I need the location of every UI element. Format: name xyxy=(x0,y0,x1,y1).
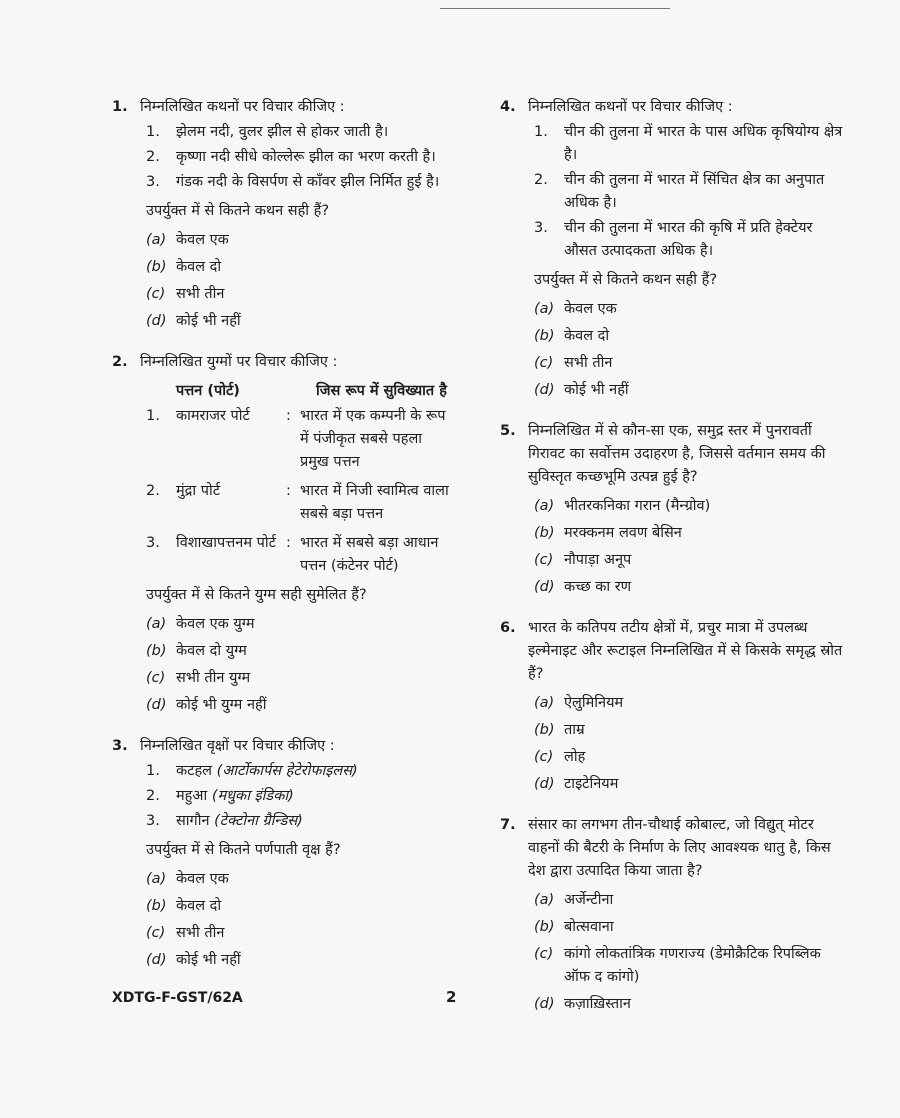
option-text: टाइटेनियम xyxy=(564,776,619,792)
option-label: (d) xyxy=(534,996,555,1012)
pair-table-header xyxy=(146,380,452,403)
option-label: (c) xyxy=(146,286,166,302)
pair-row: 3. विशाखापत्तनम पोर्ट : भारत में सबसे बड़ा आधान पत्तन (कंटेनर पोर्ट) xyxy=(146,532,452,578)
option-label: (b) xyxy=(146,643,167,659)
option-text: ताम्र xyxy=(564,722,585,738)
option-label: (a) xyxy=(146,871,167,887)
question-number: 3. xyxy=(112,738,128,754)
option-text: कोई भी नहीं xyxy=(176,313,241,329)
statement-text: झेलम नदी, वुलर झील से होकर जाती है। xyxy=(176,124,389,140)
option-text: सभी तीन युग्म xyxy=(176,670,251,686)
question-ask: उपर्युक्त में से कितने युग्म सही सुमेलित हैं? xyxy=(146,587,367,603)
question-stem: निम्नलिखित युग्मों पर विचार कीजिए : xyxy=(140,354,338,370)
option-label: (a) xyxy=(534,695,555,711)
option-d[interactable] xyxy=(534,993,845,1016)
option-label: (c) xyxy=(534,355,554,371)
option-a[interactable] xyxy=(146,868,452,891)
option-text: लोह xyxy=(564,749,586,765)
question-number: 2. xyxy=(112,354,128,370)
option-label: (c) xyxy=(146,670,166,686)
pair-row: 1. कामराजर पोर्ट : भारत में एक कम्पनी के रूप में पंजीकृत सबसे पहला प्रमुख पत्तन xyxy=(146,405,452,474)
option-label: (c) xyxy=(534,749,554,765)
option-label: (b) xyxy=(146,898,167,914)
option-b[interactable] xyxy=(146,640,452,663)
statement-text: चीन की तुलना में भारत की कृषि में प्रति हेक्टेयर औसत उत्पादकता अधिक है। xyxy=(564,220,813,259)
statement xyxy=(146,146,452,169)
option-text: कोई भी नहीं xyxy=(564,382,629,398)
option-label: (b) xyxy=(146,259,167,275)
statement-text: चीन की तुलना में भारत में सिंचित क्षेत्र का अनुपात अधिक है। xyxy=(564,172,825,211)
option-text: कोई भी नहीं xyxy=(176,952,241,968)
tree-name: महुआ xyxy=(176,788,208,804)
option-label: (d) xyxy=(534,382,555,398)
statement xyxy=(146,171,452,194)
option-d[interactable] xyxy=(146,949,452,972)
question-1 xyxy=(112,96,452,333)
option-label: (c) xyxy=(146,925,166,941)
question-2 xyxy=(112,351,452,717)
pair-row: 2. मुंद्रा पोर्ट : भारत में निजी स्वामित्व वाला सबसे बड़ा पत्तन xyxy=(146,480,452,526)
column-header-port: पत्तन (पोर्ट) xyxy=(176,383,240,399)
option-a[interactable] xyxy=(534,495,845,518)
pair-number: 2. xyxy=(146,483,160,499)
statement xyxy=(146,760,452,783)
option-text: सभी तीन xyxy=(176,925,225,941)
option-c[interactable] xyxy=(146,922,452,945)
statement-number: 3. xyxy=(146,813,160,829)
option-text: केवल दो xyxy=(176,898,222,914)
statement xyxy=(146,810,452,833)
option-c[interactable] xyxy=(534,352,845,375)
pair-description: भारत में निजी स्वामित्व वाला सबसे बड़ा पत्तन xyxy=(300,483,449,522)
option-text: सभी तीन xyxy=(176,286,225,302)
option-a[interactable] xyxy=(146,229,452,252)
pair-port: विशाखापत्तनम पोर्ट xyxy=(176,535,276,551)
statement-number: 1. xyxy=(146,763,160,779)
option-label: (d) xyxy=(146,952,167,968)
option-d[interactable] xyxy=(534,576,845,599)
option-text: सभी तीन xyxy=(564,355,613,371)
option-a[interactable] xyxy=(534,298,845,321)
statement xyxy=(146,121,452,144)
pair-port: कामराजर पोर्ट xyxy=(176,408,250,424)
tree-botanical-name: (आर्टोकार्पस हेटेरोफाइलस) xyxy=(216,763,358,779)
question-number: 7. xyxy=(500,817,516,833)
option-label: (a) xyxy=(534,301,555,317)
statement xyxy=(146,785,452,808)
option-b[interactable] xyxy=(146,895,452,918)
tree-botanical-name: (टेक्टोना ग्रैन्डिस) xyxy=(214,813,303,829)
option-label: (d) xyxy=(146,313,167,329)
option-label: (a) xyxy=(534,498,555,514)
option-c[interactable] xyxy=(534,943,845,989)
column-header-known-as: जिस रूप में सुविख्यात है xyxy=(316,383,447,399)
question-stem: निम्नलिखित कथनों पर विचार कीजिए : xyxy=(528,99,733,115)
statement-number: 1. xyxy=(534,124,548,140)
option-label: (b) xyxy=(534,919,555,935)
option-text: बोत्सवाना xyxy=(564,919,614,935)
page-number: 2 xyxy=(446,988,457,1006)
question-stem: भारत के कतिपय तटीय क्षेत्रों में, प्रचुर मात्रा में उपलब्ध इल्मेनाइट और रूटाइल निम्नलिखित में से किसके समृद्ध स्रोत हैं? xyxy=(528,620,843,682)
statement-number: 2. xyxy=(146,788,160,804)
statement-text: चीन की तुलना में भारत के पास अधिक कृषियोग्य क्षेत्र है। xyxy=(564,124,843,163)
option-text: ऐलुमिनियम xyxy=(564,695,624,711)
statement-number: 2. xyxy=(146,149,160,165)
option-c[interactable] xyxy=(146,283,452,306)
option-d[interactable] xyxy=(534,379,845,402)
option-label: (a) xyxy=(146,232,167,248)
option-b[interactable] xyxy=(534,522,845,545)
option-b[interactable] xyxy=(534,325,845,348)
option-text: केवल दो युग्म xyxy=(176,643,247,659)
pair-number: 1. xyxy=(146,408,160,424)
option-text: कच्छ का रण xyxy=(564,579,632,595)
option-text: केवल एक xyxy=(176,871,229,887)
question-5 xyxy=(500,420,845,599)
option-b[interactable] xyxy=(534,916,845,939)
pair-port: मुंद्रा पोर्ट xyxy=(176,483,221,499)
question-number: 5. xyxy=(500,423,516,439)
option-label: (d) xyxy=(146,697,167,713)
pair-number: 3. xyxy=(146,535,160,551)
option-text: केवल दो xyxy=(564,328,610,344)
statement-number: 3. xyxy=(146,174,160,190)
option-b[interactable] xyxy=(534,719,845,742)
statement-number: 1. xyxy=(146,124,160,140)
option-text: कांगो लोकतांत्रिक गणराज्य (डेमोक्रैटिक रिपब्लिक ऑफ द कांगो) xyxy=(564,946,821,985)
question-stem: निम्नलिखित कथनों पर विचार कीजिए : xyxy=(140,99,345,115)
statement-number: 3. xyxy=(534,220,548,236)
option-text: भीतरकनिका गरान (मैन्ग्रोव) xyxy=(564,498,711,514)
option-label: (b) xyxy=(534,722,555,738)
statement xyxy=(534,217,845,263)
option-c[interactable] xyxy=(146,667,452,690)
paper-code: XDTG-F-GST/62A xyxy=(112,990,243,1006)
option-c[interactable] xyxy=(534,549,845,572)
question-number: 1. xyxy=(112,99,128,115)
pair-description: भारत में सबसे बड़ा आधान पत्तन (कंटेनर पोर्ट) xyxy=(300,535,439,574)
statement-text: गंडक नदी के विसर्पण से काँवर झील निर्मित हुई है। xyxy=(176,174,440,190)
question-4 xyxy=(500,96,845,402)
question-7 xyxy=(500,814,845,1016)
statement-text: कृष्णा नदी सीधे कोल्लेरू झील का भरण करती है। xyxy=(176,149,436,165)
question-number: 6. xyxy=(500,620,516,636)
tree-name: सागौन xyxy=(176,813,210,829)
tree-botanical-name: (मधुका इंडिका) xyxy=(211,788,294,804)
option-d[interactable] xyxy=(146,694,452,717)
option-label: (a) xyxy=(146,616,167,632)
option-label: (c) xyxy=(534,946,554,962)
option-b[interactable] xyxy=(146,256,452,279)
statement-number: 2. xyxy=(534,172,548,188)
option-text: केवल एक xyxy=(564,301,617,317)
pair-description: भारत में एक कम्पनी के रूप में पंजीकृत सबसे पहला प्रमुख पत्तन xyxy=(300,408,446,470)
question-ask: उपर्युक्त में से कितने कथन सही हैं? xyxy=(534,272,718,288)
question-stem: निम्नलिखित वृक्षों पर विचार कीजिए : xyxy=(140,738,335,754)
option-text: मरक्कनम लवण बेसिन xyxy=(564,525,682,541)
top-rule xyxy=(440,8,670,9)
option-d[interactable] xyxy=(534,773,845,796)
option-text: कज़ाख़िस्तान xyxy=(564,996,631,1012)
tree-name: कटहल xyxy=(176,763,212,779)
question-6 xyxy=(500,617,845,796)
option-label: (a) xyxy=(534,892,555,908)
option-text: अर्जेन्टीना xyxy=(564,892,614,908)
option-label: (d) xyxy=(534,579,555,595)
question-stem: निम्नलिखित में से कौन-सा एक, समुद्र स्तर में पुनरावर्ती गिरावट का सर्वोत्तम उदाहरण है, जिससे वर्तमान समय की सुविस्तृत कच्छभूमि उत्पन्न हुई है? xyxy=(528,423,826,485)
option-label: (c) xyxy=(534,552,554,568)
option-text: केवल दो xyxy=(176,259,222,275)
right-column xyxy=(500,96,845,1034)
option-label: (b) xyxy=(534,525,555,541)
statement xyxy=(534,121,845,167)
option-label: (d) xyxy=(534,776,555,792)
option-text: नौपाड़ा अनूप xyxy=(564,552,632,568)
option-a[interactable] xyxy=(146,613,452,636)
question-stem: संसार का लगभग तीन-चौथाई कोबाल्ट, जो विद्युत् मोटर वाहनों की बैटरी के निर्माण के लिए आवश्यक धातु है, किस देश द्वारा उत्पादित किया जाता है? xyxy=(528,817,831,879)
option-a[interactable] xyxy=(534,889,845,912)
statement xyxy=(534,169,845,215)
option-a[interactable] xyxy=(534,692,845,715)
option-text: केवल एक xyxy=(176,232,229,248)
question-number: 4. xyxy=(500,99,516,115)
question-ask: उपर्युक्त में से कितने कथन सही हैं? xyxy=(146,203,330,219)
option-text: कोई भी युग्म नहीं xyxy=(176,697,267,713)
option-d[interactable] xyxy=(146,310,452,333)
option-c[interactable] xyxy=(534,746,845,769)
question-3 xyxy=(112,735,452,972)
left-column xyxy=(112,96,452,990)
option-label: (b) xyxy=(534,328,555,344)
option-text: केवल एक युग्म xyxy=(176,616,255,632)
question-ask: उपर्युक्त में से कितने पर्णपाती वृक्ष हैं? xyxy=(146,842,341,858)
